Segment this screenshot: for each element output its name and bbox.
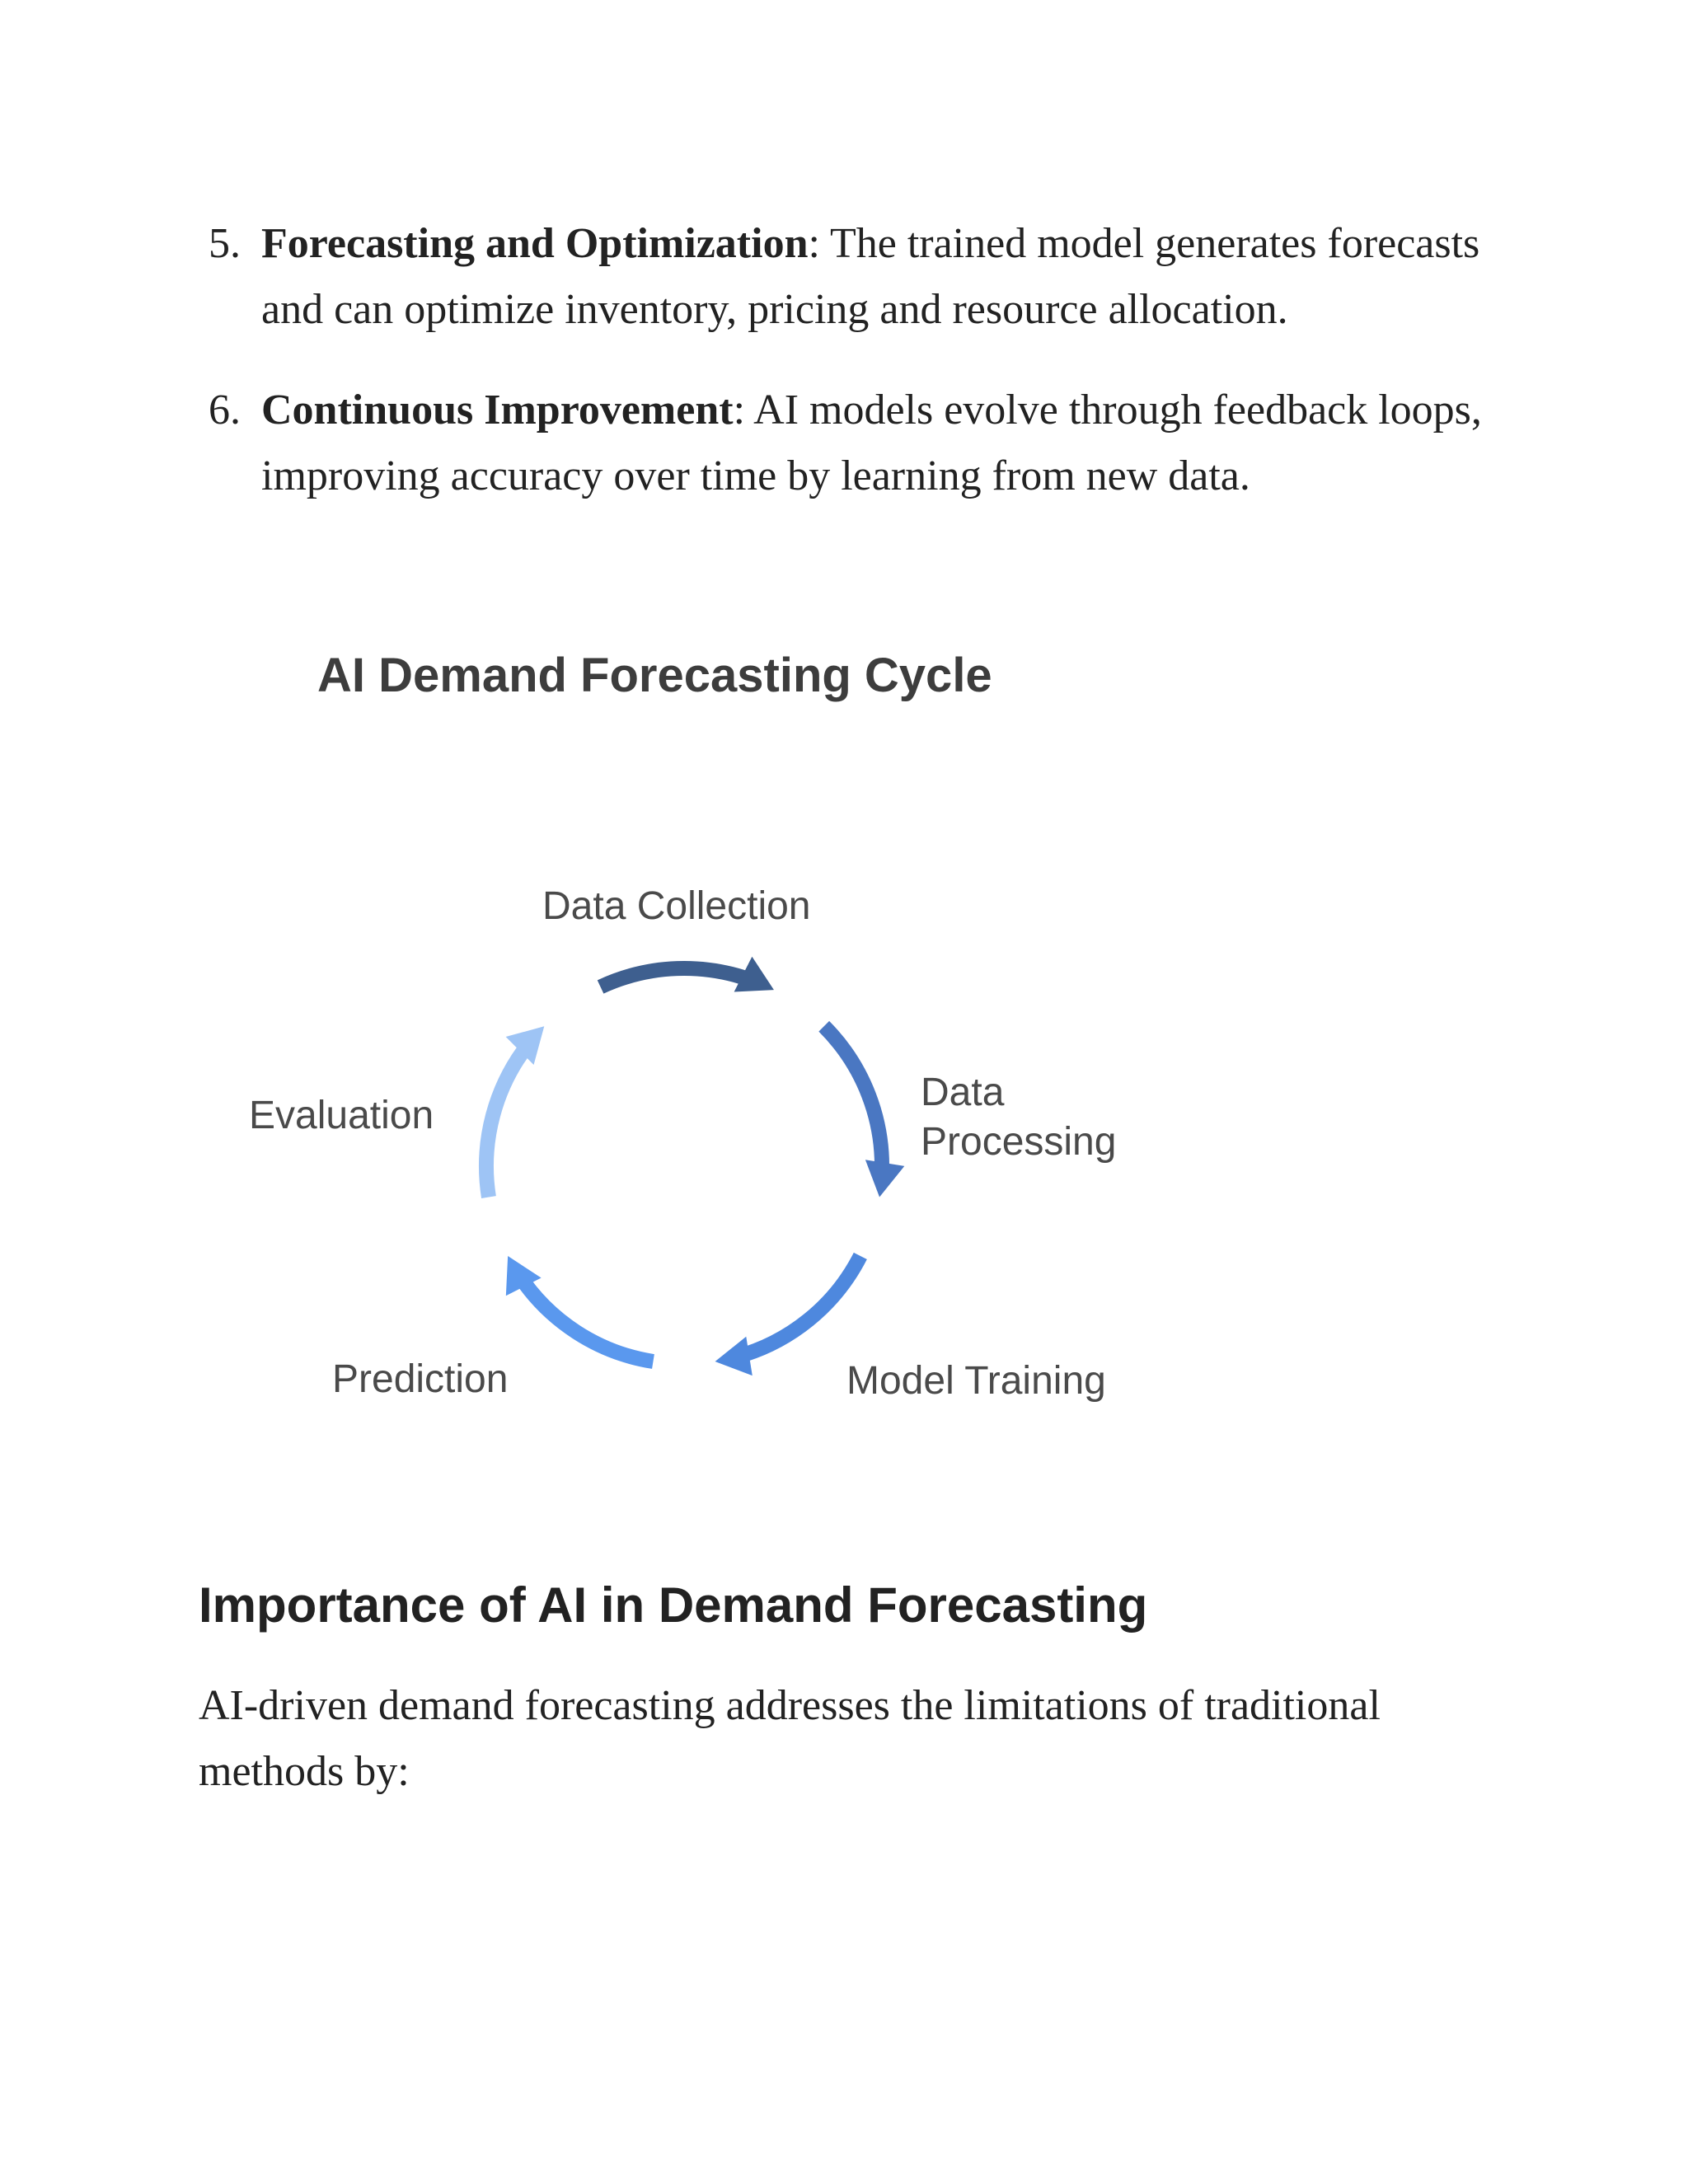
diagram-title: AI Demand Forecasting Cycle: [317, 649, 992, 702]
arrow-prediction: [506, 1256, 654, 1361]
stage-label-data-processing: Data Processing: [921, 1071, 1117, 1164]
section-body: AI-driven demand forecasting addresses the limitations of traditional methods by:: [199, 1682, 1381, 1795]
list-item-text: : AI models evolve through feedback loops, improving accuracy over time by learning from new data.: [261, 387, 1482, 499]
arrow-data-processing: [824, 1026, 905, 1197]
stage-label-prediction: Prediction: [332, 1357, 509, 1401]
arrow-data-collection: [601, 957, 774, 992]
list-item: [202, 377, 1521, 509]
list-item: [202, 211, 1521, 343]
arrow-model-training: [715, 1256, 860, 1376]
stage-label-model-training: Model Training: [846, 1359, 1106, 1403]
list-item-term: Forecasting and Optimization: [261, 220, 809, 267]
stage-label-data-collection: Data Collection: [542, 884, 811, 928]
cycle-arrows: [0, 610, 1688, 1483]
list-number: 6.: [209, 387, 241, 434]
list-item-term: Continuous Improvement: [261, 387, 734, 434]
arrow-evaluation: [486, 1026, 544, 1197]
steps-list: [202, 211, 1521, 509]
list-number: 5.: [209, 220, 241, 267]
cycle-diagram: [0, 610, 1688, 1483]
list-item-text: : The trained model generates forecasts and can optimize inventory, pricing and resource allocation.: [261, 220, 1480, 333]
stage-label-evaluation: Evaluation: [249, 1094, 434, 1137]
section-heading: Importance of AI in Demand Forecasting: [199, 1577, 1148, 1633]
